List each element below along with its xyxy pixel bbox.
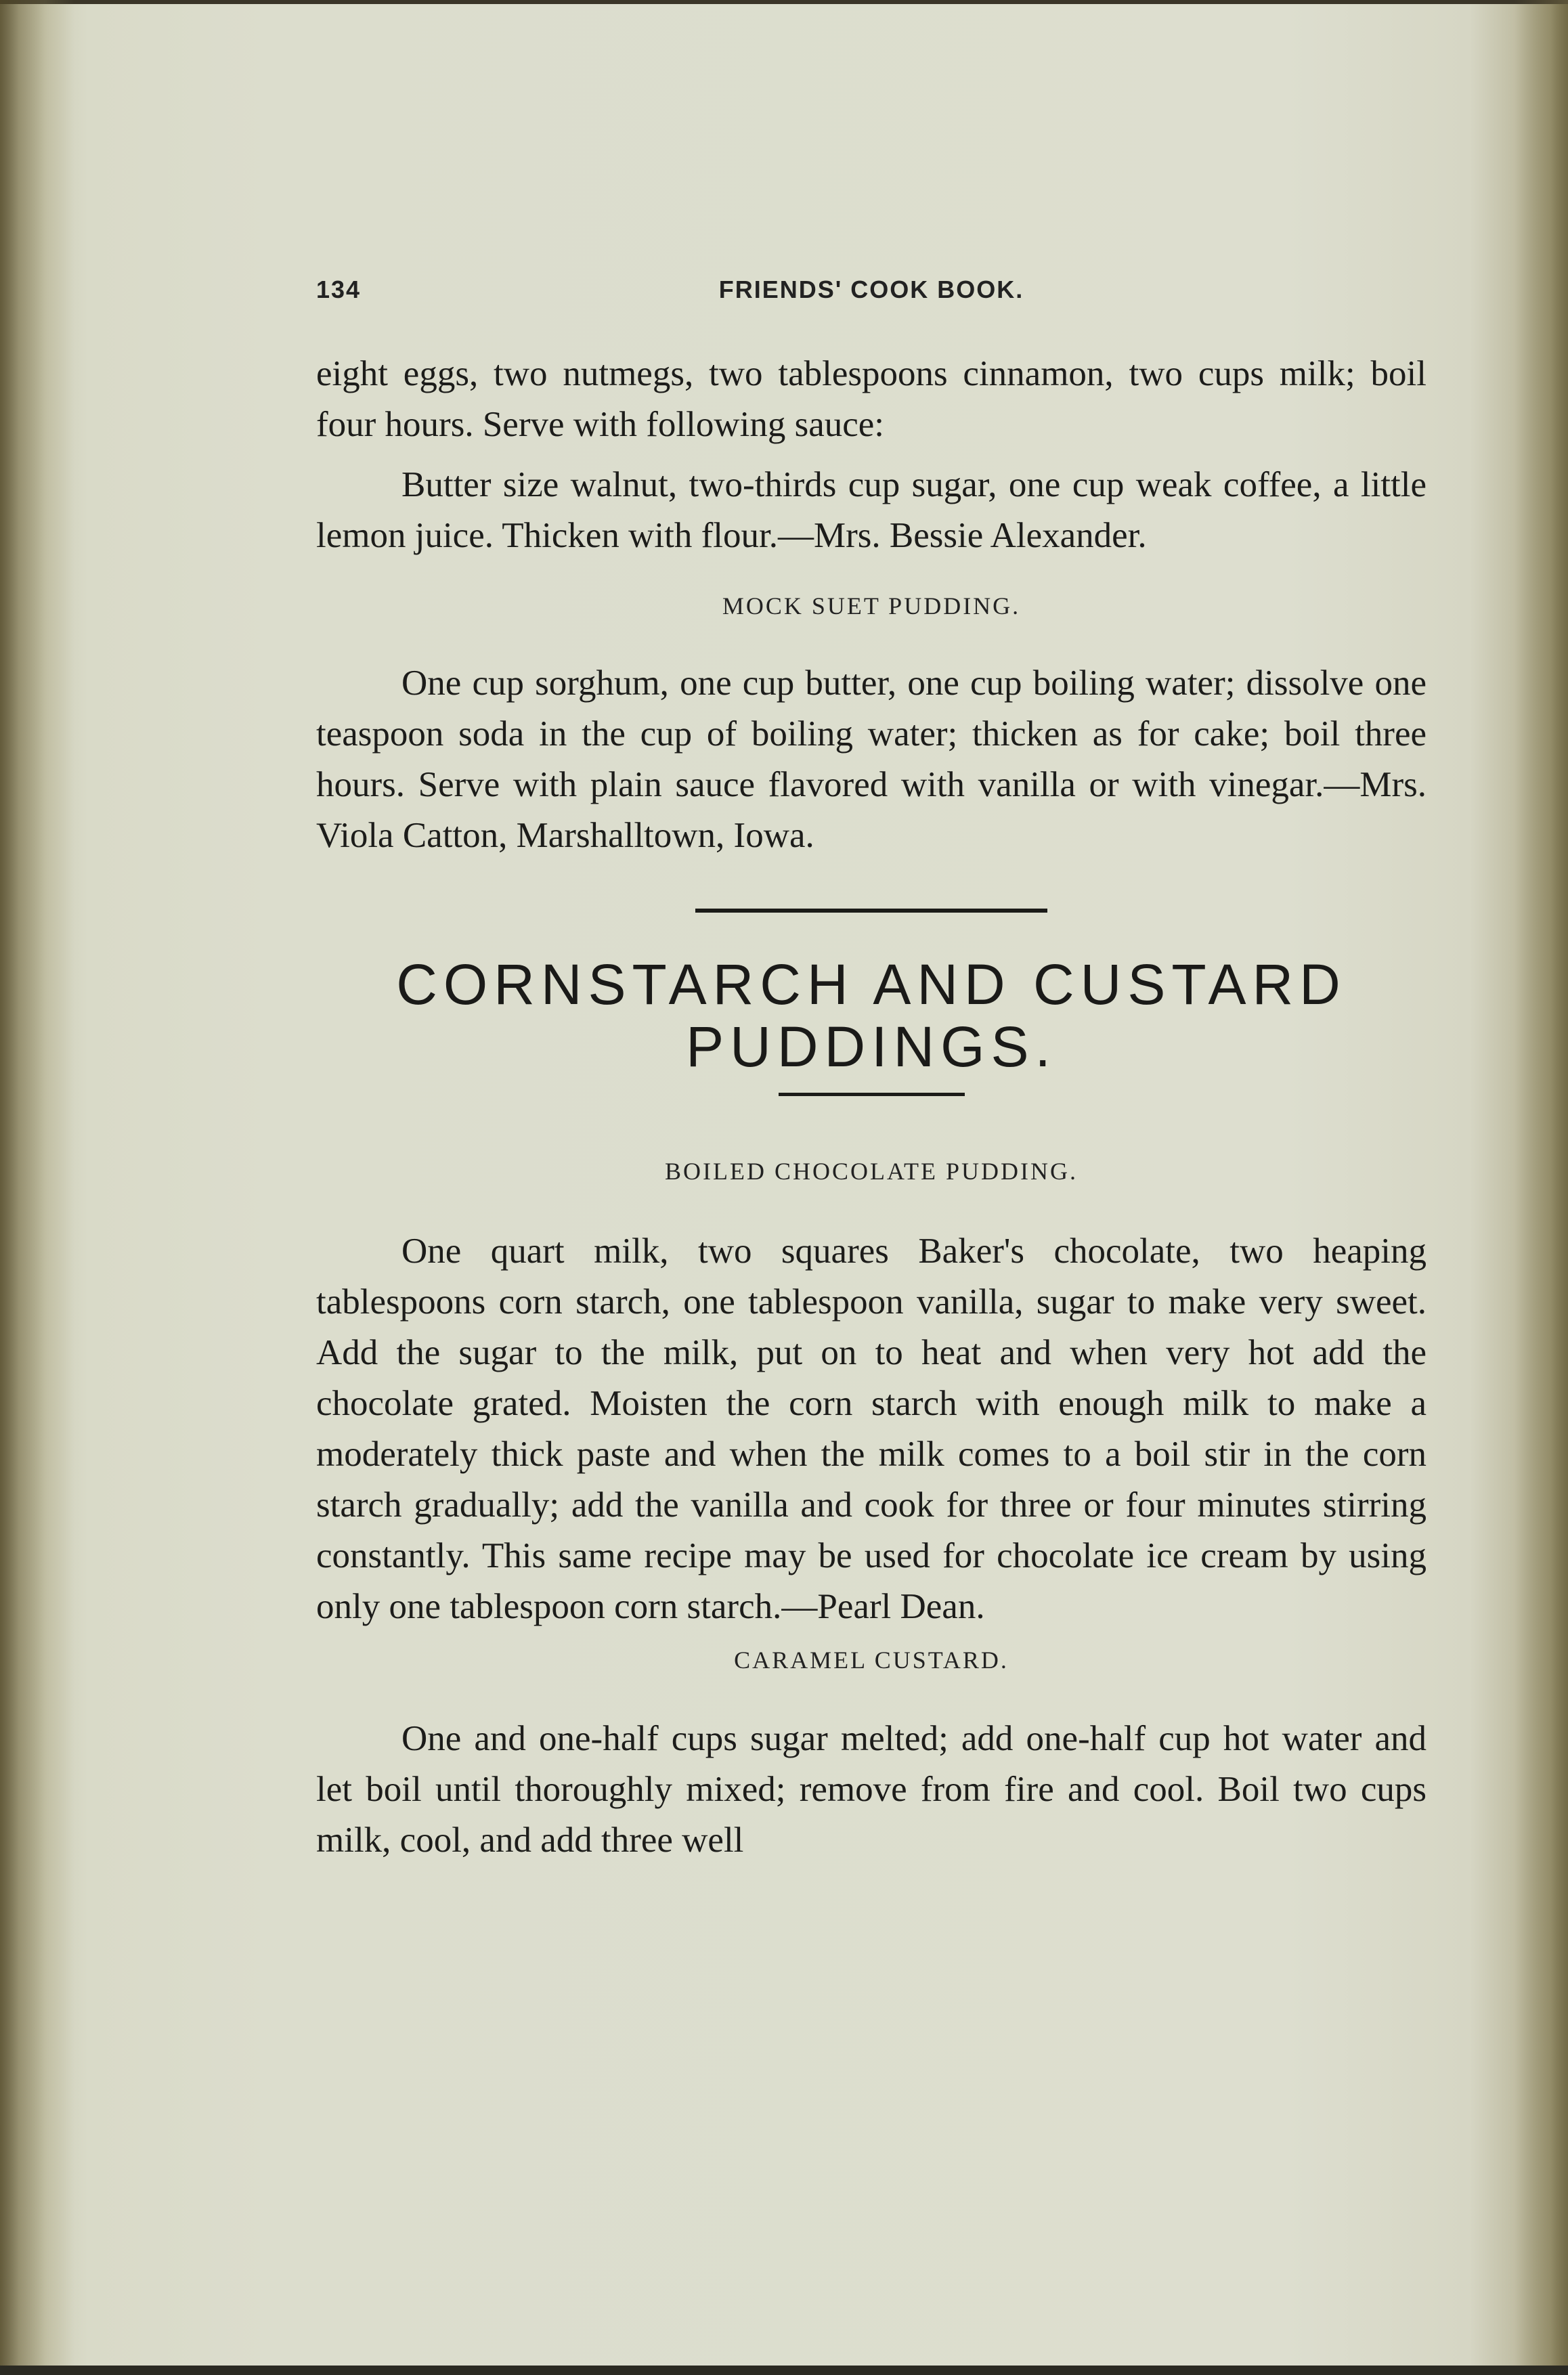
page-edge-shadow — [1514, 0, 1568, 2375]
recipe-heading-mock-suet-pudding: MOCK SUET PUDDING. — [722, 592, 1021, 619]
recipe-text-caramel-custard: One and one-half cups sugar melted; add one-half cup hot water and let boil until thoroughly mixed; remove from fire and cool. Boil two cups milk, cool, and add three well — [316, 1719, 1427, 1860]
recipe-text-mock-suet-pudding: One cup sorghum, one cup butter, one cup boiling water; dissolve one teaspoon soda in the cup of boiling water; thicken as for cake; boil three hours. Serve with plain sauce flavored with vanilla or with vinegar.—Mrs. Viola Catton, Marshalltown, Iowa. — [316, 663, 1427, 855]
section-divider-rule — [695, 909, 1047, 913]
chapter-title-line-1: CORNSTARCH AND CUSTARD — [396, 953, 1347, 1016]
chapter-title — [316, 953, 1427, 1078]
recipe-heading-caramel-custard: CARAMEL CUSTARD. — [734, 1647, 1009, 1674]
recipe-text-boiled-chocolate-pudding: One quart milk, two squares Baker's chocolate, two heaping tablespoons corn starch, one tablespoon vanilla, sugar to make very sweet. Add the sugar to the milk, put on to heat and when very hot add the chocolate grated. Moisten the corn starch with enough milk to make a moderately thick paste and when the milk comes to a boil stir in the corn starch gradually; add the vanilla and cook for three or four minutes stirring constantly. This same recipe may be used for chocolate ice cream by using only one tablespoon corn starch.—Pearl Dean. — [316, 1232, 1427, 1626]
binding-gutter-shadow — [0, 0, 74, 2375]
book-title: FRIENDS' COOK BOOK. — [718, 276, 1024, 303]
recipe-heading-boiled-chocolate-pudding: BOILED CHOCOLATE PUDDING. — [665, 1158, 1078, 1185]
sauce-paragraph: Butter size walnut, two-thirds cup sugar, one cup weak coffee, a little lemon juice. Thicken with flour.—Mrs. Bessie Alexander. — [316, 465, 1427, 555]
page-top-edge — [0, 0, 1568, 4]
page-text-block — [316, 267, 1427, 1866]
chapter-title-underline — [779, 1093, 965, 1096]
page-bottom-edge — [0, 2366, 1568, 2375]
page-number: 134 — [316, 276, 362, 303]
running-head — [316, 267, 1427, 308]
continued-recipe-paragraph: eight eggs, two nutmegs, two tablespoons cinnamon, two cups milk; boil four hours. Serve with following sauce: — [316, 354, 1427, 444]
chapter-title-line-2: PUDDINGS. — [686, 1015, 1057, 1078]
